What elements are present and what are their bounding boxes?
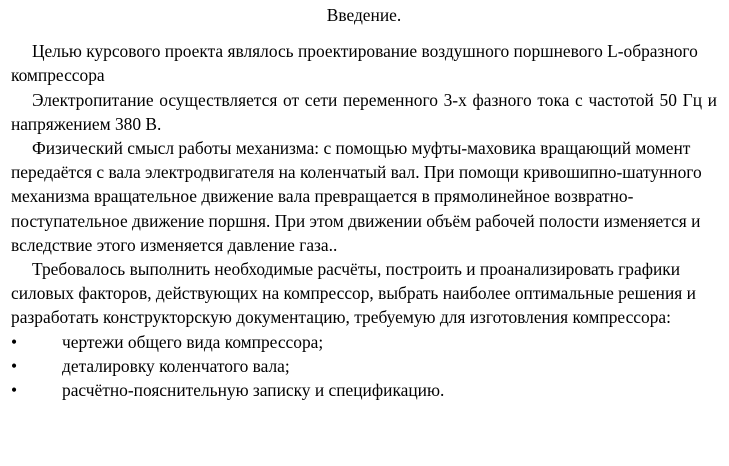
list-item — [11, 354, 717, 378]
list-item — [11, 330, 717, 354]
list-item — [11, 378, 717, 402]
list-item-text: деталировку коленчатого вала; — [62, 355, 290, 376]
list-item-text: чертежи общего вида компрессора; — [62, 331, 324, 352]
bullet-icon: • — [11, 380, 18, 401]
paragraph-requirements: Требовалось выполнить необходимые расчёты, построить и проанализировать графики силовых факторов, действующих на компрессор, выбрать наиболее оптимальные решения и разработать конструкторскую документацию, требуемую для изготовления компрессора: — [11, 259, 696, 328]
bullet-icon: • — [11, 331, 18, 352]
bullet-icon: • — [11, 355, 18, 376]
document-body — [11, 3, 717, 402]
deliverables-list — [11, 330, 717, 403]
document-title: Введение. — [326, 5, 402, 25]
list-item-text: расчётно-пояснительную записку и спецификацию. — [62, 380, 445, 401]
paragraph-mechanism: Физический смысл работы механизма: с помощью муфты-маховика вращающий момент передаётся с вала электродвигателя на коленчатый вал. При помощи кривошипно-шатунного механизма вращательное движение вала превращается в прямолинейное возвратно-поступательное движение поршня. При этом движении объём рабочей полости изменяется и вследствие этого изменяется давление газа.. — [11, 138, 702, 255]
paragraph-power-supply: Электропитание осуществляется от сети переменного 3-х фазного тока с частотой 50 Гц и напряжением 380 В. — [11, 89, 717, 134]
paragraph-goal: Целью курсового проекта являлось проектирование воздушного поршневого L-образного компрессора — [11, 41, 698, 86]
